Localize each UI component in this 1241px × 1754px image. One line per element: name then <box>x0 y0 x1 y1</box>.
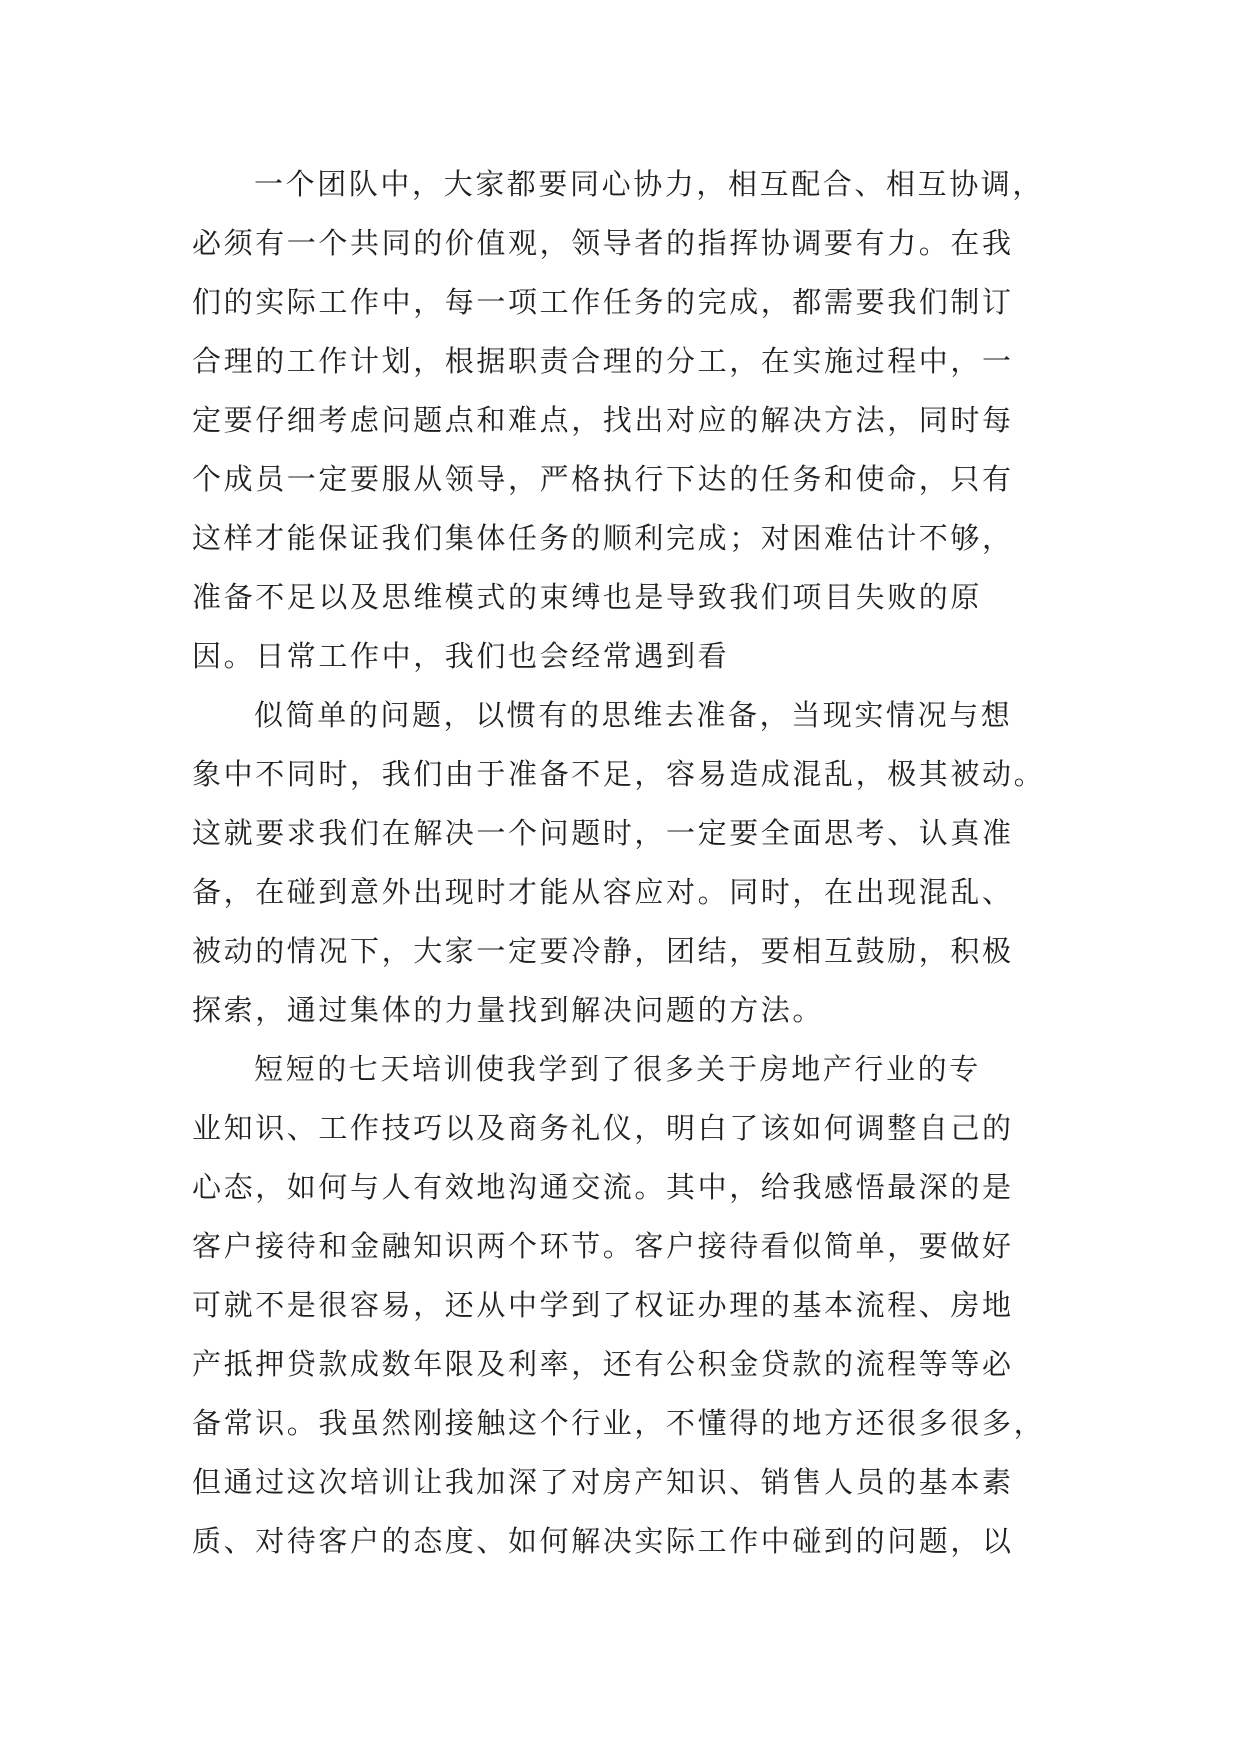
text-line: 心态，如何与人有效地沟通交流。其中，给我感悟最深的是 <box>192 1170 1014 1204</box>
text-line: 个成员一定要服从领导，严格执行下达的任务和使命，只有 <box>192 462 1014 496</box>
text-line: 准备不足以及思维模式的束缚也是导致我们项目失败的原 <box>192 580 983 614</box>
text-line: 定要仔细考虑问题点和难点，找出对应的解决方法，同时每 <box>192 403 1014 437</box>
text-line: 合理的工作计划，根据职责合理的分工，在实施过程中，一 <box>192 344 1014 378</box>
paragraph-2 <box>192 686 1052 1040</box>
text-line: 客户接待和金融知识两个环节。客户接待看似简单，要做好 <box>192 1229 1014 1263</box>
text-line: 但通过这次培训让我加深了对房产知识、销售人员的基本素 <box>192 1465 1014 1499</box>
paragraph-1 <box>192 155 1052 686</box>
document-body <box>192 155 1052 1571</box>
text-line: 业知识、工作技巧以及商务礼仪，明白了该如何调整自己的 <box>192 1111 1014 1145</box>
text-line: 短短的七天培训使我学到了很多关于房地产行业的专 <box>254 1052 981 1086</box>
text-line: 这就要求我们在解决一个问题时，一定要全面思考、认真准 <box>192 816 1014 850</box>
text-line: 产抵押贷款成数年限及利率，还有公积金贷款的流程等等必 <box>192 1347 1014 1381</box>
text-line: 备，在碰到意外出现时才能从容应对。同时，在出现混乱、 <box>192 875 1014 909</box>
text-line: 象中不同时，我们由于准备不足，容易造成混乱，极其被动。 <box>192 757 1046 791</box>
text-line: 似简单的问题，以惯有的思维去准备，当现实情况与想 <box>254 698 1013 732</box>
text-line: 被动的情况下，大家一定要冷静，团结，要相互鼓励，积极 <box>192 934 1014 968</box>
text-line: 探索，通过集体的力量找到解决问题的方法。 <box>192 993 825 1027</box>
text-line: 们的实际工作中，每一项工作任务的完成，都需要我们制订 <box>192 285 1014 319</box>
text-line: 必须有一个共同的价值观，领导者的指挥协调要有力。在我 <box>192 226 1014 260</box>
paragraph-3 <box>192 1040 1052 1571</box>
text-line: 备常识。我虽然刚接触这个行业，不懂得的地方还很多很多， <box>192 1406 1046 1440</box>
text-line: 质、对待客户的态度、如何解决实际工作中碰到的问题，以 <box>192 1524 1014 1558</box>
text-line: 一个团队中，大家都要同心协力，相互配合、相互协调， <box>254 167 1045 201</box>
text-line: 可就不是很容易，还从中学到了权证办理的基本流程、房地 <box>192 1288 1014 1322</box>
text-line: 因。日常工作中，我们也会经常遇到看 <box>192 639 730 673</box>
text-line: 这样才能保证我们集体任务的顺利完成；对困难估计不够， <box>192 521 1014 555</box>
